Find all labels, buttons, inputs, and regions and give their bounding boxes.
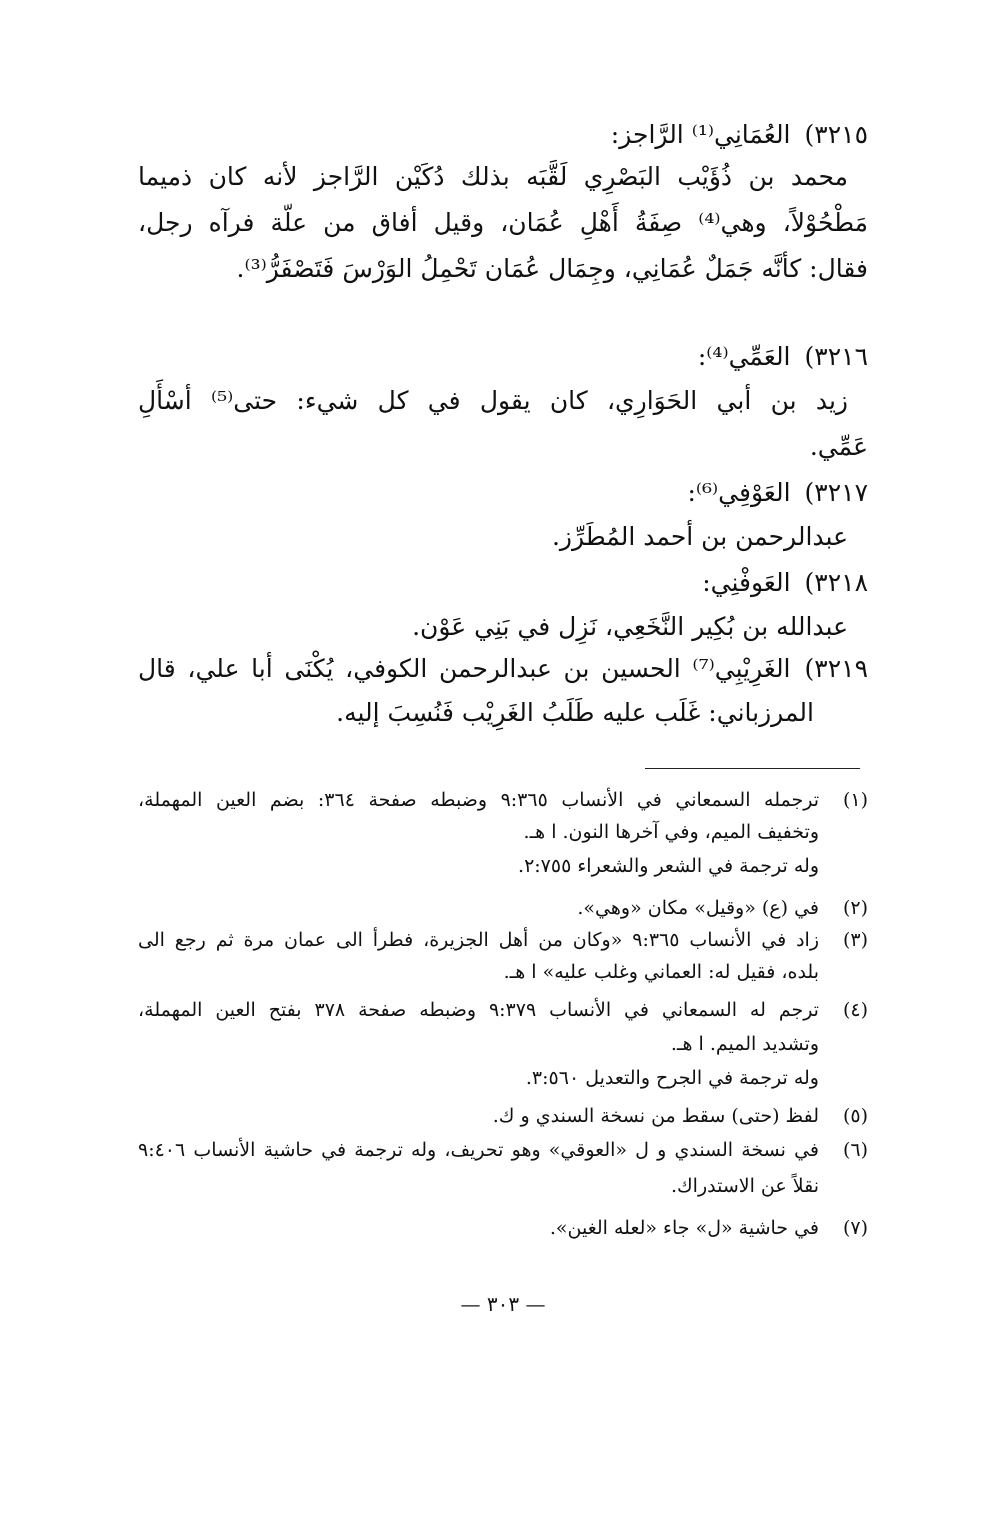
footnote-4-line-3: وله ترجمة في الجرح والتعديل ٣:٥٦٠. <box>525 1067 819 1089</box>
footnote-number: (٣) <box>842 929 868 951</box>
entry-3216-heading <box>698 340 868 374</box>
footnote-divider <box>645 768 860 769</box>
footnote-2-line-1: في (ع) «وقيل» مكان «وهي». <box>577 897 819 919</box>
entry-3217-line-1: عبدالرحمن بن أحمد المُطَرِّز. <box>551 522 848 551</box>
entry-title: العَوفْنِي: <box>702 568 791 597</box>
entry-3218-line-1: عبدالله بن بُكِير النَّخَعِي، نَزِل في بَنِي عَوْن. <box>412 612 848 641</box>
entry-title: العُمَانِي⁽¹⁾ الرَّاجز: <box>610 120 791 149</box>
entry-3216-line-2: عَمِّي. <box>809 432 868 461</box>
footnote-number: (٢) <box>842 897 868 919</box>
footnote-1-line-2: وتخفيف الميم، وفي آخرها النون. ا هـ. <box>523 821 819 843</box>
entry-number: ٣٢١٨) <box>804 568 868 597</box>
footnote-1-line-3: وله ترجمة في الشعر والشعراء ٢:٧٥٥. <box>518 855 819 877</box>
entry-3219-line-1: المرزباني: غَلَب عليه طَلَبُ الغَرِيْب فَنُسِبَ إليه. <box>336 698 814 727</box>
footnote-number: (٧) <box>842 1217 868 1239</box>
footnote-7-line-1: في حاشية «ل» جاء «لعله الغين». <box>549 1217 819 1239</box>
entry-3216-line-1: زيد بن أبي الحَوَارِي، كان يقول في كل شيء: حتى⁽⁵⁾ أسْأَلِ <box>138 386 848 415</box>
entry-number: ٣٢١٥) <box>804 120 868 149</box>
footnote-5-line-1: لفظ (حتى) سقط من نسخة السندي و ك. <box>492 1105 819 1127</box>
entry-title: الغَرِيْبِي⁽⁷⁾ الحسين بن عبدالرحمن الكوفي، يُكْنَى أبا علي، قال <box>138 654 791 683</box>
footnote-3-line-1: زاد في الأنساب ٩:٣٦٥ «وكان من أهل الجزيرة، فطرأ الى عمان مرة ثم رجع الى <box>138 929 819 951</box>
footnote-3-line-2: بلده، فقيل له: العماني وغلب عليه» ا هـ. <box>503 961 819 983</box>
footnote-number: (٤) <box>842 999 868 1021</box>
footnote-6-line-2: نقلاً عن الاستدراك. <box>670 1175 819 1197</box>
footnote-1-line-1: ترجمله السمعاني في الأنساب ٩:٣٦٥ وضبطه صفحة ٣٦٤: بضم العين المهملة، <box>138 789 820 811</box>
entry-title: العَوْفِي⁽⁶⁾: <box>687 478 791 507</box>
entry-3215-heading <box>611 118 868 152</box>
entry-3219-heading <box>138 652 868 686</box>
entry-number: ٣٢١٩) <box>804 654 868 683</box>
entry-number: ٣٢١٧) <box>804 478 868 507</box>
entry-3215-line-2: مَطْحُوْلاً، وهي⁽⁴⁾ صِفَةُ أَهْلِ عُمَان، وقيل أفاق من علّة فرآه رجل، <box>138 208 868 237</box>
page-number: — ٣٠٣ — <box>460 1292 546 1316</box>
entry-3217-heading <box>687 476 868 510</box>
entry-3215-line-1: محمد بن ذُؤَيْب البَصْرِي لَقَّبَه بذلك دُكَيْن الرَّاجز لأنه كان ذميما <box>138 162 848 191</box>
footnote-4-line-1: ترجم له السمعاني في الأنساب ٩:٣٧٩ وضبطه صفحة ٣٧٨ بفتح العين المهملة، <box>138 999 819 1021</box>
footnote-number: (١) <box>842 789 868 811</box>
entry-3218-heading <box>702 566 868 600</box>
footnote-number: (٦) <box>842 1139 868 1161</box>
footnote-6-line-1: في نسخة السندي و ل «العوقي» وهو تحريف، وله ترجمة في حاشية الأنساب ٩:٤٠٦ <box>138 1139 819 1161</box>
entry-number: ٣٢١٦) <box>804 342 868 371</box>
entry-3215-line-3: فقال: كأنَّه جَمَلٌ عُمَانِي، وجِمَال عُمَان تَحْمِلُ الوَرْسَ فَتَصْفَرُّ⁽³⁾. <box>236 254 868 283</box>
footnote-4-line-2: وتشديد الميم. ا هـ. <box>670 1033 819 1055</box>
footnote-number: (٥) <box>842 1105 868 1127</box>
entry-title: العَمِّي⁽⁴⁾: <box>697 342 791 371</box>
